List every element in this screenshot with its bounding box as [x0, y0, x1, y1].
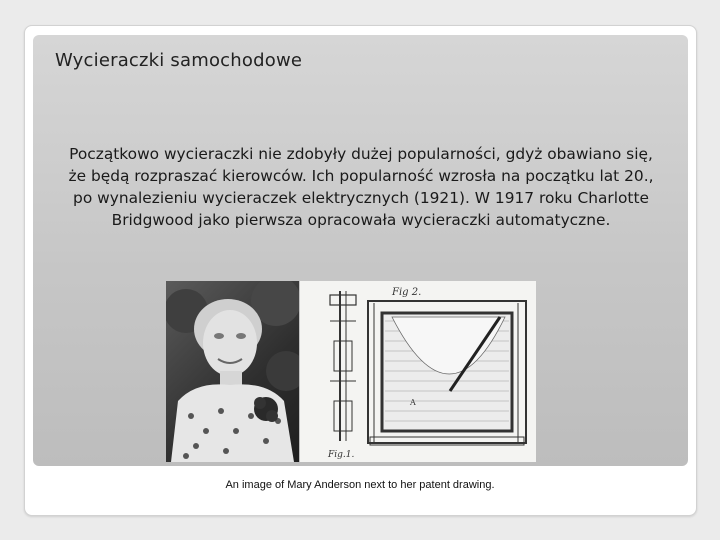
slide-body-text: Początkowo wycieraczki nie zdobyły dużej popularności, gdyż obawiano się, że będą rozpraszać kierowców. Ich popularność wzrosła na początku lat 20., po wynalezieniu wycieraczek elektrycznych (1921). W 1917 roku Charlotte Bridgwood jako pierwsza opracowała wycieraczki automatyczne.: [68, 145, 654, 229]
fig-2-label: Fig 2.: [392, 287, 422, 298]
slide-title: Wycieraczki samochodowe: [55, 50, 303, 71]
patent-illustration: [300, 281, 536, 462]
portrait-photo: [166, 281, 299, 462]
fig-1-label: Fig.1.: [328, 450, 355, 460]
patent-drawing: [300, 281, 536, 462]
image-caption: An image of Mary Anderson next to her patent drawing.: [225, 479, 495, 491]
svg-text:A: A: [410, 398, 416, 407]
portrait-illustration: [166, 281, 299, 462]
